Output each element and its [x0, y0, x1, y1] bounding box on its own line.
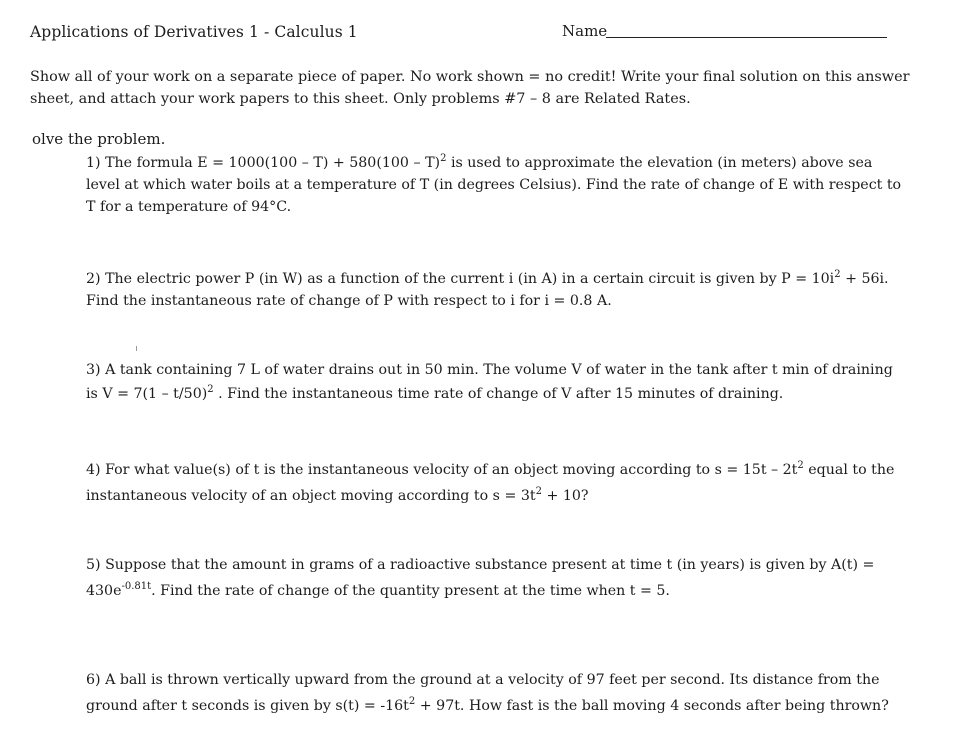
- problem-text: . Find the instantaneous time rate of change of V after 15 minutes of draining.: [213, 386, 784, 402]
- exponent: 2: [797, 460, 804, 471]
- exponent: 2: [535, 486, 542, 497]
- problem-number: 1): [86, 155, 101, 171]
- exponent: -0.81t: [121, 581, 152, 592]
- problem-number: 5): [86, 557, 101, 573]
- problem-text: A ball is thrown vertically upward from the ground at a velocity of 97 feet per second. Its distance from the ground after t seconds is given by s(t) = -16t: [86, 672, 880, 714]
- problem-number: 2): [86, 271, 101, 287]
- exponent: 2: [834, 269, 841, 280]
- exponent: 2: [440, 153, 447, 164]
- problem-3: [86, 358, 906, 406]
- problem-text: equal to the instantaneous velocity of an object moving according to s = 3t: [86, 462, 895, 504]
- problem-1: [86, 152, 906, 218]
- problem-number: 4): [86, 462, 101, 478]
- problem-text: + 56i. Find the instantaneous rate of change of P with respect to i for i = 0.8 A.: [86, 271, 889, 309]
- problem-number: 3): [86, 362, 101, 378]
- name-label: Name: [562, 22, 608, 40]
- problem-text: + 97t. How fast is the ball moving 4 seconds after being thrown?: [415, 698, 889, 714]
- name-blank-line: [606, 37, 887, 38]
- problem-number: 6): [86, 672, 101, 688]
- problem-2: [86, 268, 906, 312]
- instructions: Show all of your work on a separate piece of paper. No work shown = no credit! Write your final solution on this answer sheet, and attach your work papers to this sheet. Only problems #7 – 8 are Related Rates.: [30, 69, 910, 107]
- problem-text: For what value(s) of t is the instantaneous velocity of an object moving according to s = 15t – 2t: [105, 462, 798, 478]
- problem-text: A tank containing 7 L of water drains out in 50 min. The volume V of water in the tank after t min of draining is V = 7(1 – t/50): [86, 362, 893, 402]
- problem-text: The formula E = 1000(100 – T) + 580(100 – T): [105, 155, 441, 171]
- problem-5: [86, 552, 906, 604]
- worksheet-title: Applications of Derivatives 1 - Calculus 1: [30, 23, 358, 41]
- problem-4: [86, 457, 906, 509]
- problem-text: The electric power P (in W) as a function of the current i (in A) in a certain circuit is given by P = 10i: [105, 271, 835, 287]
- problem-6: [86, 667, 906, 719]
- exponent: 2: [408, 696, 416, 707]
- problem-text: + 10?: [541, 488, 589, 504]
- section-heading: olve the problem.: [32, 130, 166, 148]
- exponent: 2: [207, 384, 214, 395]
- problem-text: is used to approximate the elevation (in meters) above sea level at which water boils at a temperature of T (in degrees Celsius). Find the rate of change of E with respect to T for a temperature of 94°C.: [86, 155, 902, 215]
- problem-text: . Find the rate of change of the quantity present at the time when t = 5.: [151, 583, 670, 599]
- stray-mark: [136, 346, 137, 351]
- problem-text: Suppose that the amount in grams of a radioactive substance present at time t (in years) is given by A(t) = 430e: [86, 557, 875, 599]
